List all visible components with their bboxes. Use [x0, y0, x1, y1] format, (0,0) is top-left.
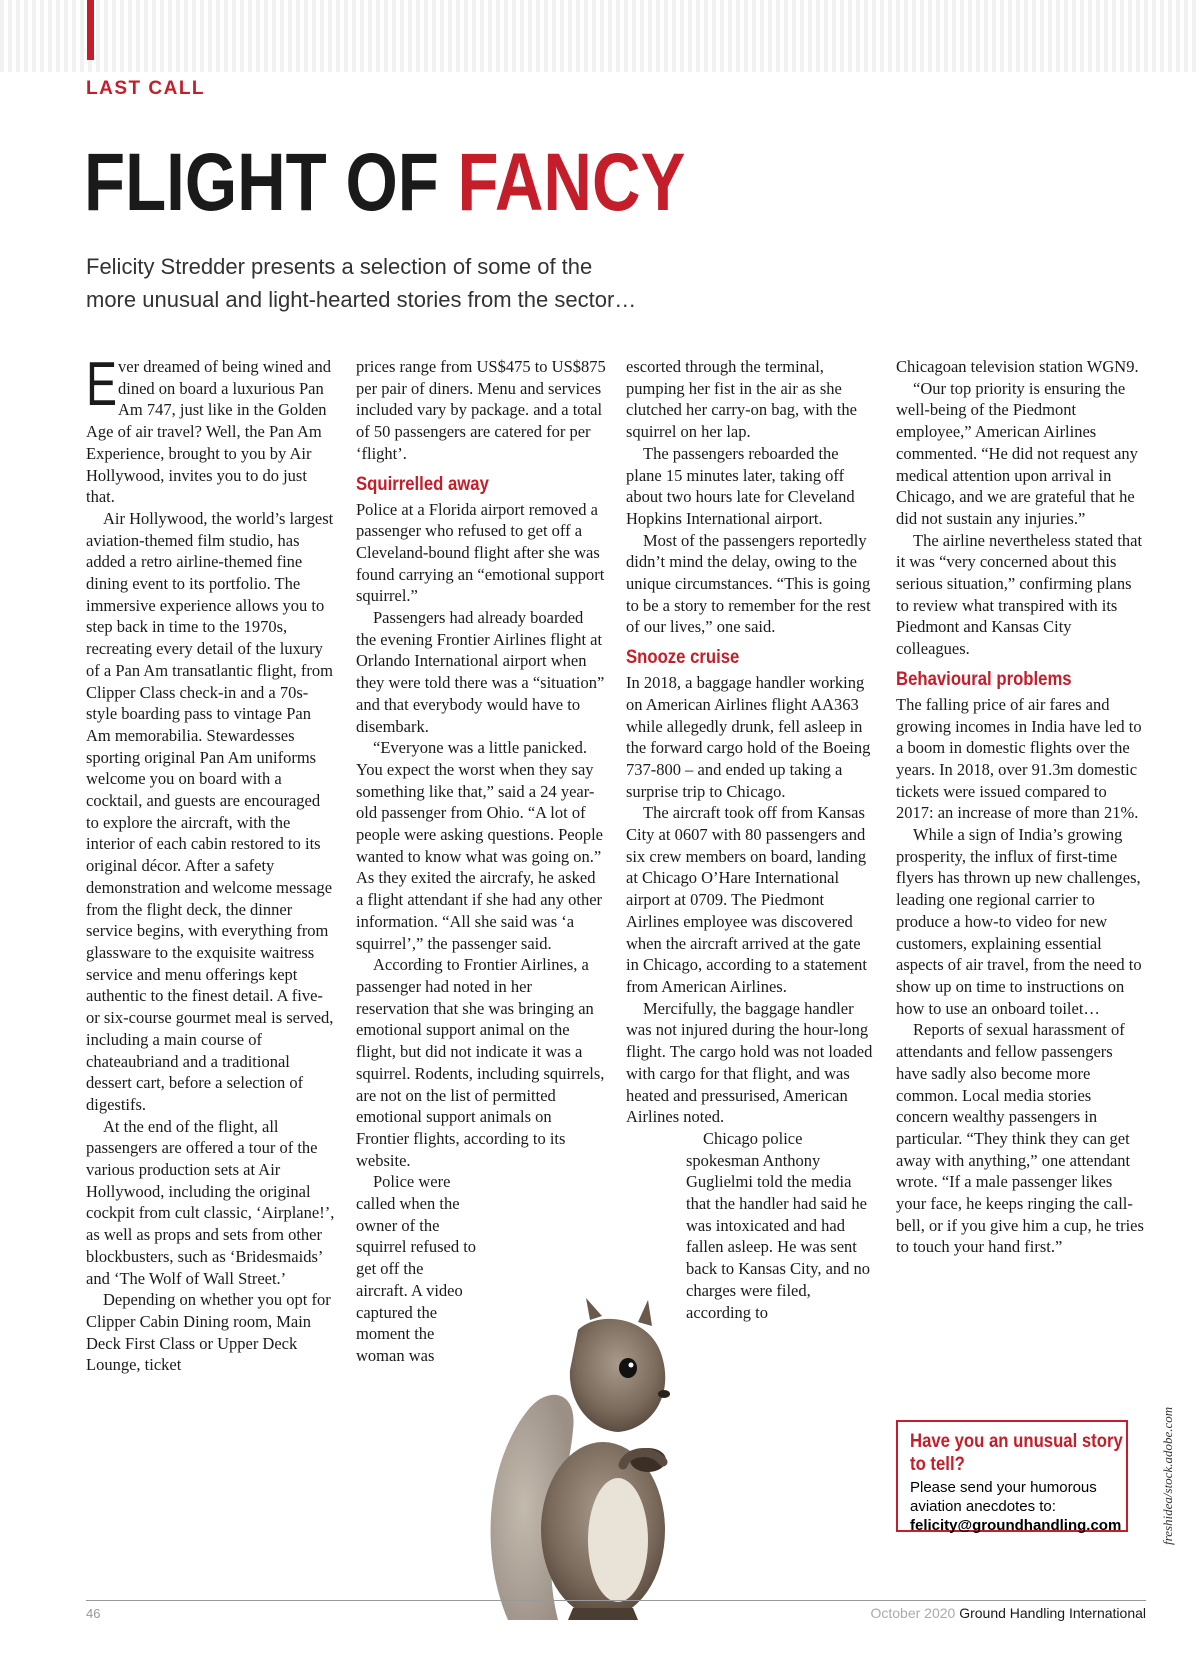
- paragraph: Passengers had already boarded the evening Frontier Airlines flight at Orlando International airport when they were told there was a “situation” and that everybody would have to disembark.: [356, 608, 605, 736]
- paragraph: escorted through the terminal, pumping her fist in the air as she clutched her carry-on bag, with the squirrel on her lap.: [626, 357, 857, 442]
- paragraph: prices range from US$475 to US$875 per pair of diners. Menu and services included vary by package. and a total of 50 passengers are catered for per ‘flight’.: [356, 357, 606, 463]
- callout-box: [896, 1420, 1128, 1532]
- headline-part2: FANCY: [457, 137, 686, 228]
- paragraph: “Our top priority is ensuring the well-being of the Piedmont employee,” American Airlines commented. “He did not request any medical attention upon arrival in Chicago, and we are grateful that he did not sustain any injuries.”: [896, 378, 1138, 528]
- paragraph: Chicagoan television station WGN9.: [896, 357, 1139, 376]
- article-column-1: [86, 350, 336, 1376]
- paragraph: “Everyone was a little panicked. You expect the worst when they say something like that,” said a 24 year-old passenger from Ohio. “A lot of people were asking questions. People wanted to know what was going on.” As they exited the aircrafy, he asked a flight attendant if she had any other information. “All she said was ‘a squirrel’,” the passenger said.: [356, 738, 603, 953]
- page-number: 46: [86, 1606, 101, 1621]
- paragraph: The airline nevertheless stated that it was “very concerned about this serious situation,” confirming plans to review what transpired with its Piedmont and Kansas City colleagues.: [896, 530, 1143, 659]
- header-stripes: [0, 0, 1200, 72]
- standfirst: Felicity Stredder presents a selection of some of the more unusual and light-hearted stories from the sector…: [86, 254, 637, 312]
- paragraph: Reports of sexual harassment of attendants and fellow passengers have sadly also become more common. Local media stories concern wealthy passengers in particular. “They think they can get away with anything,” one attendant wrote. “If a male passenger likes your face, he keeps ringing the call-bell, or if you give him a cup, he tries to touch your hand first.”: [896, 1020, 1144, 1257]
- paragraph: At the end of the flight, all passengers are offered a tour of the various production sets at Air Hollywood, including the original cockpit from cult classic, ‘Airplane!’, as well as props and sets from other blockbusters, such as ‘Bridesmaids’ and ‘The Wolf of Wall Street.’: [86, 1116, 335, 1288]
- subheading-snooze-cruise: Snooze cruise: [626, 647, 740, 669]
- callout-body: Please send your humorous aviation anecdotes to:: [910, 1479, 1097, 1515]
- paragraph: In 2018, a baggage handler working on American Airlines flight AA363 while allegedly drunk, fell asleep in the forward cargo hold of the Boeing 737-800 – and ended up taking a surprise trip to Chicago.: [626, 673, 871, 801]
- paragraph: While a sign of India’s growing prosperity, the influx of first-time flyers has thrown up new challenges, leading one regional carrier to produce a how-to video for new customers, explaining essential aspects of air travel, from the need to show up on time to instructions on how to use an onboard toilet…: [896, 825, 1142, 1018]
- drop-cap: E: [86, 350, 118, 419]
- paragraph: The falling price of air fares and growing incomes in India have led to a boom in domestic flights over the years. In 2018, over 91.3m domestic tickets were issued compared to 2017: an increase of more than 21%.: [896, 694, 1142, 823]
- section-marker-bar: [87, 0, 94, 60]
- article-column-3: [626, 356, 876, 1323]
- subheading-squirrelled-away: Squirrelled away: [356, 473, 489, 495]
- paragraph: The passengers reboarded the plane 15 minutes later, taking off about two hours late for Cleveland Hopkins International airport.: [626, 443, 855, 528]
- callout-email-link[interactable]: felicity@groundhandling.com: [910, 1517, 1122, 1534]
- magazine-name: Ground Handling International: [959, 1605, 1146, 1621]
- paragraph: The aircraft took off from Kansas City at 0607 with 80 passengers and six crew members on board, landing at Chicago O’Hare International airport at 0709. The Piedmont Airlines employee was discovered when the aircraft arrived at the gate in Chicago, according to a statement from American Airlines.: [626, 803, 868, 996]
- callout-title-line1: Have you an unusual story: [910, 1431, 1123, 1452]
- paragraph: Depending on whether you opt for Clipper Cabin Dining room, Main Deck First Class or Upper Deck Lounge, ticket: [86, 1290, 331, 1375]
- paragraph: [86, 350, 336, 508]
- squirrel-photo: [478, 1290, 698, 1630]
- paragraph: Police at a Florida airport removed a passenger who refused to get off a Cleveland-bound flight after she was found carrying an “emotional support squirrel.”: [356, 499, 605, 606]
- paragraph: According to Frontier Airlines, a passenger had noted in her reservation that she was bringing an emotional support animal on the flight, but did not indicate it was a squirrel. Rodents, including squirrels, are not on the list of permitted emotional support animals on Frontier flights, according to its website.: [356, 955, 605, 1170]
- callout-title: [910, 1430, 1123, 1476]
- article-column-4: [896, 356, 1146, 1258]
- section-label: LAST CALL: [86, 78, 206, 99]
- headline: [84, 137, 686, 228]
- paragraph: Police were called when the owner of the squirrel refused to get off the aircraft. A video captured the moment the woman was: [356, 1172, 477, 1365]
- photo-credit: freshidea/stock.adobe.com: [1160, 1406, 1175, 1545]
- issue-date: October 2020: [870, 1605, 956, 1621]
- paragraph: Chicago police spokesman Anthony Guglielmi told the media that the handler had said he was intoxicated and had fallen asleep. He was sent back to Kansas City, and no charges were filed, according to: [686, 1128, 871, 1322]
- footer-publication: [870, 1605, 1146, 1621]
- paragraph-text: ver dreamed of being wined and dined on board a luxurious Pan Am 747, just like in the Golden Age of air travel? Well, the Pan Am Experience, brought to you by Air Hollywood, invites you to do just that.: [86, 357, 332, 507]
- paragraph: Mercifully, the baggage handler was not injured during the hour-long flight. The cargo hold was not loaded with cargo for that flight, and was heated and pressurised, American Airlines noted.: [626, 998, 873, 1127]
- subheading-behavioural-problems: Behavioural problems: [896, 668, 1072, 690]
- paragraph: Air Hollywood, the world’s largest aviation-themed film studio, has added a retro airline-themed fine dining event to its portfolio. The immersive experience allows you to step back in time to the 1970s, recreating every detail of the luxury of a Pan Am transatlantic flight, from Clipper Class check-in and a 70s-style boarding pass to vintage Pan Am memorabilia. Stewardesses sporting original Pan Am uniforms welcome you on board with a cocktail, and guests are encouraged to explore the aircraft, with the interior of each cabin restored to its original décor. After a safety demonstration and welcome message from the flight deck, the dinner service begins, with everything from glassware to the exquisite waitress service and menu offerings kept authentic to the finest detail. A five- or six-course gourmet meal is served, including a main course of chateaubriand and a traditional dessert cart, before a selection of digestifs.: [86, 508, 334, 1114]
- article-column-2: [356, 356, 606, 1367]
- headline-part1: FLIGHT OF: [84, 137, 439, 228]
- paragraph: Most of the passengers reportedly didn’t mind the delay, owing to the unique circumstances. “This is going to be a story to remember for the rest of our lives,” one said.: [626, 530, 871, 637]
- callout-title-line2: to tell?: [910, 1454, 965, 1475]
- footer-divider: [86, 1600, 1146, 1601]
